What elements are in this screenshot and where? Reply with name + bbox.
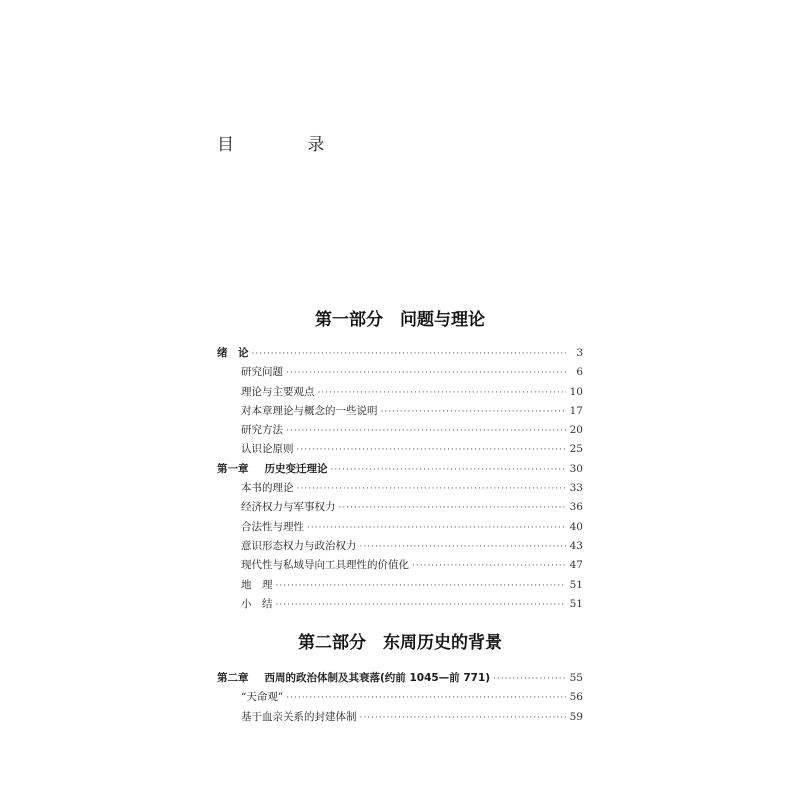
dot-leader: [318, 384, 567, 403]
toc-chapter-entry: [217, 344, 583, 363]
dot-leader: [360, 709, 567, 728]
page-number: 10: [569, 385, 583, 398]
chapter-title: 绪 论: [217, 347, 249, 359]
page-number: 55: [569, 672, 583, 684]
toc-section-entry: [217, 688, 583, 707]
toc-section-entry: [217, 421, 583, 440]
page-number: 56: [569, 691, 583, 704]
page-number: 6: [576, 366, 583, 379]
dot-leader: [493, 670, 566, 689]
toc-entry-label: 认识论原则: [241, 443, 294, 456]
page-number: 43: [569, 539, 583, 552]
page-number: 51: [569, 597, 583, 610]
dot-leader: [297, 480, 567, 499]
dot-leader: [339, 499, 567, 518]
toc-section-entry: [217, 440, 583, 459]
toc-entry-label: 合法性与理性: [241, 520, 304, 533]
toc-entry-label: [217, 344, 249, 363]
page-number: 33: [569, 482, 583, 495]
toc-section-entry: [217, 708, 583, 727]
chapter-title: 历史变迁理论: [264, 462, 328, 475]
toc-chapter-entry: [217, 460, 583, 479]
dot-leader: [276, 596, 567, 615]
dot-leader: [297, 441, 567, 460]
dot-leader: [252, 345, 567, 364]
toc-entry-label: 本书的理论: [241, 482, 294, 495]
page-number: 51: [569, 578, 583, 591]
toc-section-entry: [217, 595, 583, 614]
toc-section-entry: [217, 537, 583, 556]
page-number: 3: [576, 347, 583, 359]
chapter-number: 第二章: [217, 672, 249, 684]
toc-entry-label: 基于血亲关系的封建体制: [241, 710, 357, 723]
dot-leader: [331, 461, 567, 480]
page-number: 36: [569, 501, 583, 514]
toc-chapter-entry: [217, 669, 583, 688]
chapter-title: 西周的政治体制及其衰落(约前 1045—前 771): [264, 672, 491, 684]
toc-section-entry: [217, 402, 583, 421]
page-number: 20: [569, 424, 583, 437]
dot-leader: [286, 364, 566, 383]
toc-part-1: [217, 344, 583, 614]
toc-entry-label: 现代性与私域导向工具理性的价值化: [241, 559, 409, 572]
dot-leader: [381, 403, 567, 422]
page-number: 59: [569, 710, 583, 723]
dot-leader: [276, 577, 567, 596]
dot-leader: [286, 422, 566, 441]
part-heading: 第二部分 东周历史的背景: [298, 633, 502, 653]
toc-entry-label: 研究问题: [241, 366, 283, 379]
toc-entry-label: “天命观”: [241, 691, 284, 704]
toc-entry-label: 地 理: [241, 578, 273, 591]
chapter-number: 第一章: [217, 462, 249, 475]
page-title: 目 录: [217, 135, 359, 155]
dot-leader: [412, 557, 566, 576]
toc-entry-label: 经济权力与军事权力: [241, 501, 336, 514]
dot-leader: [360, 538, 567, 557]
toc-section-entry: [217, 498, 583, 517]
page-number: 25: [569, 443, 583, 456]
toc-entry-label: 理论与主要观点: [241, 385, 315, 398]
dot-leader: [307, 519, 566, 538]
toc-entry-label: 研究方法: [241, 424, 283, 437]
toc-section-entry: [217, 518, 583, 537]
toc-part-2: [217, 669, 583, 727]
dot-leader: [286, 689, 566, 708]
toc-entry-label: 意识形态权力与政治权力: [241, 539, 357, 552]
toc-section-entry: [217, 576, 583, 595]
toc-entry-label: 对本章理论与概念的一些说明: [241, 404, 378, 417]
toc-section-entry: [217, 383, 583, 402]
toc-entry-label: [217, 460, 328, 479]
toc-entry-label: 小 结: [241, 597, 273, 610]
toc-section-entry: [217, 556, 583, 575]
page-number: 47: [569, 559, 583, 572]
toc-section-entry: [217, 479, 583, 498]
page-number: 17: [569, 404, 583, 417]
page-number: 30: [569, 462, 583, 475]
toc-section-entry: [217, 363, 583, 382]
toc-entry-label: [217, 669, 490, 688]
part-heading: 第一部分 问题与理论: [315, 310, 485, 330]
page-number: 40: [569, 520, 583, 533]
